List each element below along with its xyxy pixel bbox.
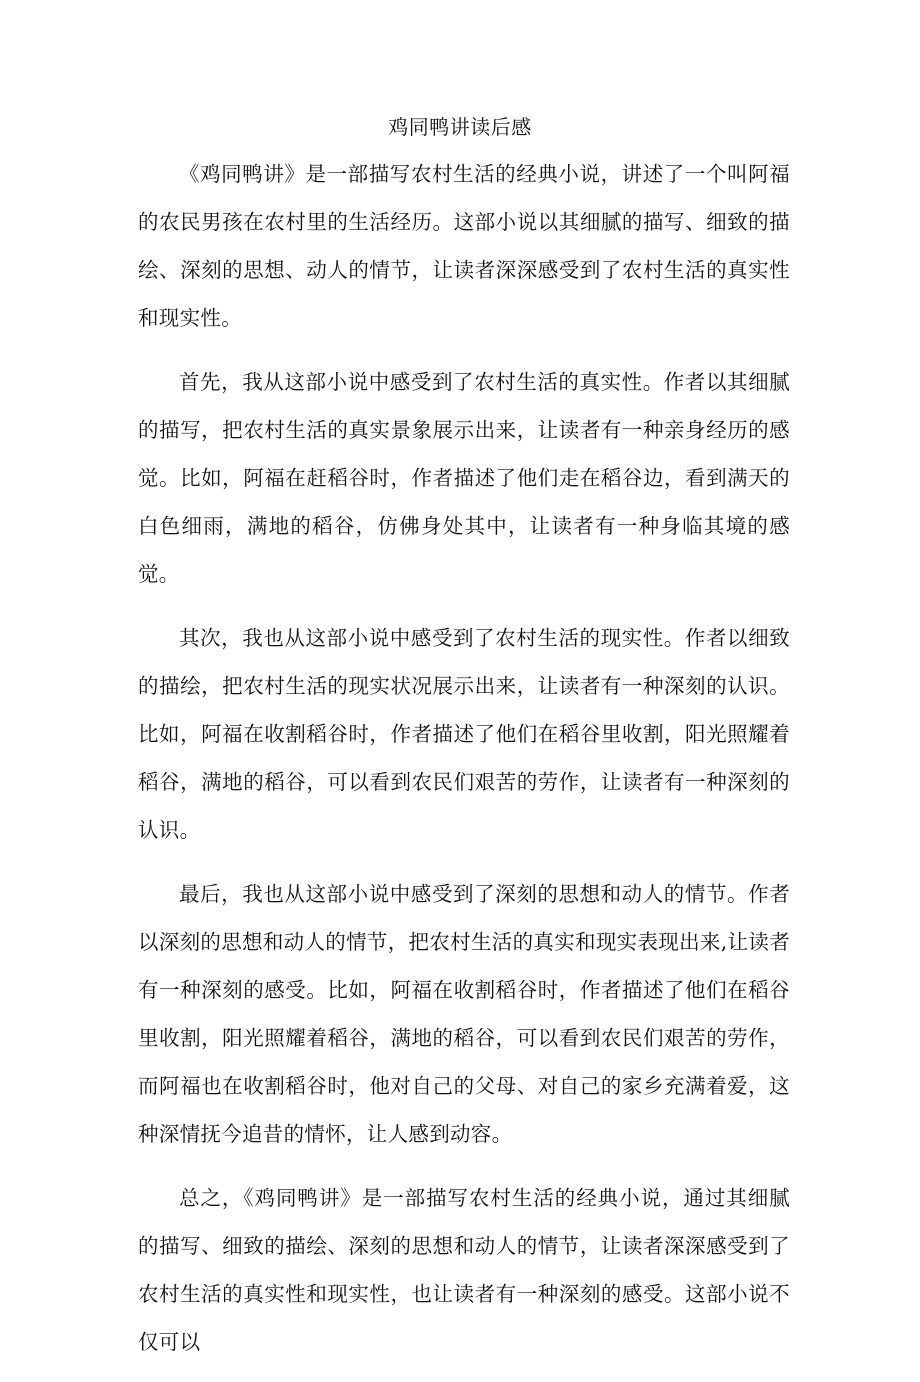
- document-body: [138, 150, 790, 1382]
- document-title: 鸡同鸭讲读后感: [388, 115, 532, 139]
- paragraph-intro: 《鸡同鸭讲》是一部描写农村生活的经典小说，讲述了一个叫阿福的农民男孩在农村里的生活经历。这部小说以其细腻的描写、细致的描绘、深刻的思想、动人的情节，让读者深深感受到了农村生活的真实性和现实性。: [138, 162, 790, 330]
- paragraph-conclusion: 总之，《鸡同鸭讲》是一部描写农村生活的经典小说，通过其细腻的描写、细致的描绘、深刻的思想和动人的情节，让读者深深感受到了农村生活的真实性和现实性，也让读者有一种深刻的感受。这部小说不仅可以: [138, 1186, 790, 1354]
- paragraph-first: 首先，我从这部小说中感受到了农村生活的真实性。作者以其细腻的描写，把农村生活的真实景象展示出来，让读者有一种亲身经历的感觉。比如，阿福在赶稻谷时，作者描述了他们走在稻谷边，看到满天的白色细雨，满地的稻谷，仿佛身处其中，让读者有一种身临其境的感觉。: [138, 370, 790, 586]
- paragraph-second: 其次，我也从这部小说中感受到了农村生活的现实性。作者以细致的描绘，把农村生活的现实状况展示出来，让读者有一种深刻的认识。比如，阿福在收割稻谷时，作者描述了他们在稻谷里收割，阳光照耀着稻谷，满地的稻谷，可以看到农民们艰苦的劳作，让读者有一种深刻的认识。: [138, 626, 790, 842]
- paragraph-last: 最后，我也从这部小说中感受到了深刻的思想和动人的情节。作者以深刻的思想和动人的情节，把农村生活的真实和现实表现出来,让读者有一种深刻的感受。比如，阿福在收割稻谷时，作者描述了他们在稻谷里收割，阳光照耀着稻谷，满地的稻谷，可以看到农民们艰苦的劳作，而阿福也在收割稻谷时，他对自己的父母、对自己的家乡充满着爱，这种深情抚今追昔的情怀，让人感到动容。: [138, 882, 790, 1146]
